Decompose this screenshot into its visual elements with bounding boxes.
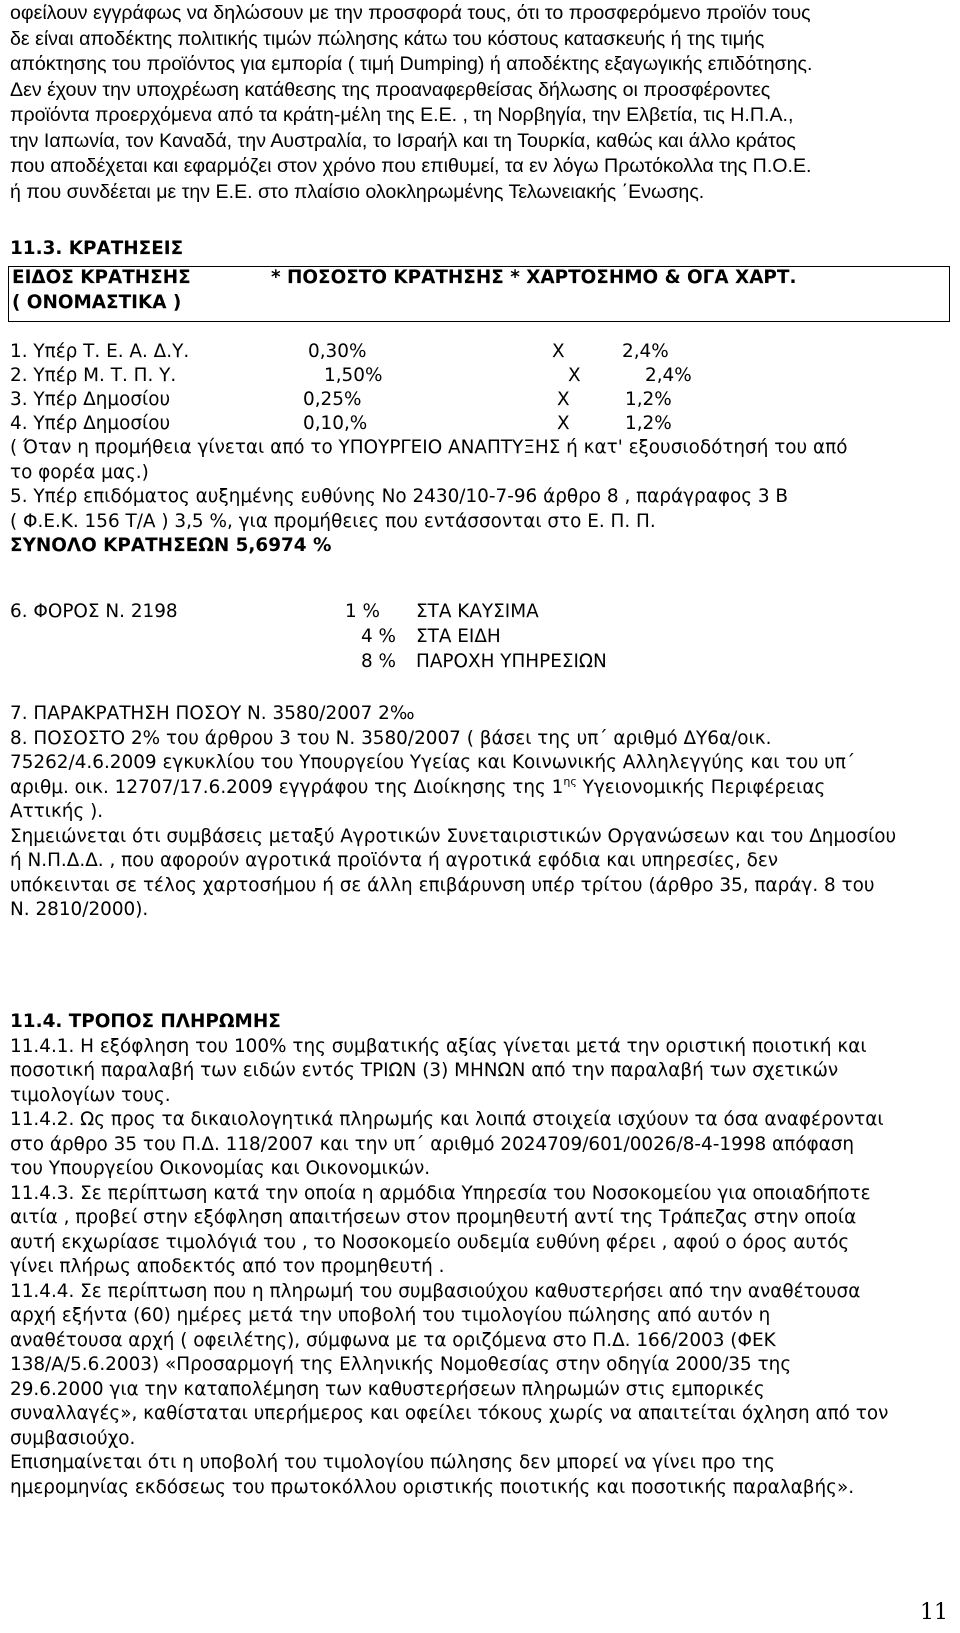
payment-line: συναλλαγές», καθίσταται υπερήμερος και οφείλει τόκους χωρίς να απαιτείται όχληση από τον	[10, 1403, 889, 1424]
deductions-header-box	[8, 266, 950, 322]
intro-line: την Ιαπωνία, τον Καναδά, την Αυστραλία, το Ισραήλ και τη Τουρκία, καθώς και άλλο κράτος	[10, 129, 796, 152]
payment-line: 11.4.3. Σε περίπτωση κατά την οποία η αρμόδια Υπηρεσία του Νοσοκομείου για οποιαδήποτε	[10, 1182, 871, 1204]
page-number: 11	[920, 1599, 948, 1625]
payment-line: 29.6.2000 για την καταπολέμηση των καθυστερήσεων πληρωμών στις εμπορικές	[10, 1378, 765, 1400]
intro-line: δε είναι αποδέκτης πολιτικής τιμών πώλησης κάτω του κόστους κατασκευής ή της τιμής	[10, 27, 765, 50]
intro-line: προϊόντα προερχόμενα από τα κράτη-μέλη της Ε.Ε. , τη Νορβηγία, την Ελβετία, τις Η.Π.Α.,	[10, 104, 794, 126]
payment-line: γίνει πλήρως αποδεκτός από τον προμηθευτή .	[10, 1256, 445, 1277]
section-heading-kratiseis: 11.3. ΚΡΑΤΗΣΕΙΣ	[10, 238, 184, 259]
payment-line: 11.4.4. Σε περίπτωση που η πληρωμή του συμβασιούχου καθυστερήσει από την αναθέτουσα	[10, 1280, 861, 1302]
deduction-rate: 0,30%	[308, 341, 367, 362]
tax-pct: 4 %	[361, 626, 397, 647]
notice-line: Ν. 2810/2000).	[10, 899, 149, 920]
item-8-text: αριθμ. οικ. 12707/17.6.2009 εγγράφου της Διοίκησης της 1	[10, 776, 564, 798]
intro-line: Δεν έχουν την υποχρέωση κατάθεσης της προαναφερθείσας δήλωσης οι προσφέροντες	[10, 78, 771, 101]
tax-pct: 1 %	[345, 601, 381, 622]
item-8-text: Υγειονομικής Περιφέρειας	[576, 776, 826, 798]
notice-line: υπόκεινται σε τέλος χαρτοσήμου ή σε άλλη επιβάρυνση υπέρ τρίτου (άρθρο 35, παράγ. 8 του	[10, 874, 875, 896]
deduction-x: Χ	[568, 365, 581, 386]
deduction-rate: 1,50%	[324, 365, 383, 386]
item-7: 7. ΠΑΡΑΚΡΑΤΗΣΗ ΠΟΣΟΥ Ν. 3580/2007 2‰	[10, 703, 415, 724]
item-5: 5. Υπέρ επιδόματος αυξημένης ευθύνης Νο 2430/10-7-96 άρθρο 8 , παράγραφος 3 Β	[10, 486, 789, 507]
deduction-name: 2. Υπέρ Μ. Τ. Π. Υ.	[10, 365, 177, 386]
payment-line: αρχή εξήντα (60) ημέρες μετά την υποβολή του τιμολογίου πώλησης από αυτόν η	[10, 1305, 771, 1326]
payment-line: στο άρθρο 35 του Π.Δ. 118/2007 και την υπ΄ αριθμό 2024709/601/0026/8-4-1998 απόφαση	[10, 1133, 855, 1155]
deduction-stamp: 2,4%	[645, 365, 692, 386]
items-7-8	[10, 702, 896, 923]
payment-line: αναθέτουσα αρχή ( οφειλέτης), σύμφωνα με τα οριζόμενα στο Π.Δ. 166/2003 (ΦΕΚ	[10, 1329, 776, 1351]
payment-line: 138/Α/5.6.2003) «Προσαρμογή της Ελληνικής Νομοθεσίας στην οδηγία 2000/35 της	[10, 1354, 792, 1375]
deduction-x: Χ	[557, 389, 570, 410]
tax-label: 6. ΦΟΡΟΣ Ν. 2198	[10, 601, 178, 622]
notice-line: ή Ν.Π.Δ.Δ. , που αφορούν αγροτικά προϊόντα ή αγροτικά εφόδια και υπηρεσίες, δεν	[10, 850, 779, 871]
ministry-note: ( Όταν η προμήθεια γίνεται από το ΥΠΟΥΡΓΕΙΟ ΑΝΑΠΤΥΞΗΣ ή κατ' εξουσιοδότησή του από	[10, 437, 848, 458]
payment-line: τιμολογίων τους.	[10, 1084, 171, 1106]
box-column-rate: * ΠΟΣΟΣΤΟ ΚΡΑΤΗΣΗΣ * ΧΑΡΤΟΣΗΜΟ & ΟΓΑ ΧΑΡΤ.	[271, 267, 797, 288]
box-column-type-note: ( ΟΝΟΜΑΣΤΙΚΑ )	[12, 292, 182, 313]
notice-line: Σημειώνεται ότι συμβάσεις μεταξύ Αγροτικών Συνεταιριστικών Οργανώσεων και του Δημοσίου	[10, 825, 897, 847]
deduction-stamp: 1,2%	[625, 389, 672, 410]
payment-line: αυτή εκχωρίασε τιμολόγιά του , το Νοσοκομείο ουδεμία ευθύνη φέρει , αφού ο όρος αυτός	[10, 1231, 850, 1253]
payment-line: ποσοτική παραλαβή των ειδών εντός ΤΡΙΩΝ (3) ΜΗΝΩΝ από την παραλαβή των σχετικών	[10, 1060, 839, 1081]
deductions-notes	[10, 436, 847, 559]
section-heading-payment: 11.4. ΤΡΟΠΟΣ ΠΛΗΡΩΜΗΣ	[10, 1011, 281, 1032]
intro-line: οφείλουν εγγράφως να δηλώσουν με την προσφορά τους, ότι το προσφερόμενο προϊόν τους	[10, 2, 811, 24]
intro-line: που αποδέχεται και εφαρμόζει στον χρόνο που επιθυμεί, τα εν λόγω Πρωτόκολλα της Π.Ο.Ε.	[10, 155, 812, 177]
tax-desc: ΣΤΑ ΕΙΔΗ	[416, 626, 501, 647]
deduction-name: 4. Υπέρ Δημοσίου	[10, 413, 171, 434]
box-column-type: ΕΙΔΟΣ ΚΡΑΤΗΣΗΣ	[12, 267, 191, 288]
payment-line: Επισημαίνεται ότι η υποβολή του τιμολογίου πώλησης δεν μπορεί να γίνει προ της	[10, 1452, 775, 1473]
deduction-stamp: 2,4%	[622, 341, 669, 362]
item-8: 75262/4.6.2009 εγκυκλίου του Υπουργείου Υγείας και Κοινωνικής Αλληλεγγύης και του υπ΄	[10, 752, 856, 773]
intro-line: απόκτησης του προϊόντος για εμπορία ( τιμή Dumping) ή αποδέκτης εξαγωγικής επιδότησης.	[10, 53, 813, 75]
deduction-name: 1. Υπέρ Τ. Ε. Α. Δ.Υ.	[10, 341, 190, 362]
ordinal-suffix: ης	[563, 774, 577, 788]
intro-line: ή που συνδέεται με την Ε.Ε. στο πλαίσιο ολοκληρωμένης Τελωνειακής ΄Ενωσης.	[10, 180, 705, 203]
item-5: ( Φ.Ε.Κ. 156 Τ/Α ) 3,5 %, για προμήθειες που εντάσσονται στο Ε. Π. Π.	[10, 510, 656, 532]
deduction-x: Χ	[557, 413, 570, 434]
payment-line: αιτία , προβεί στην εξόφληση απαιτήσεων στον προμηθευτή αντί της Τράπεζας στην οποία	[10, 1207, 857, 1228]
total-deductions: ΣΥΝΟΛΟ ΚΡΑΤΗΣΕΩΝ 5,6974 %	[10, 535, 332, 556]
tax-desc: ΣΤΑ ΚΑΥΣΙΜΑ	[416, 601, 539, 622]
deduction-stamp: 1,2%	[625, 413, 672, 434]
ministry-note: το φορέα μας.)	[10, 461, 149, 483]
tax-desc: ΠΑΡΟΧΗ ΥΠΗΡΕΣΙΩΝ	[416, 651, 607, 672]
intro-paragraph	[10, 1, 955, 205]
deduction-name: 3. Υπέρ Δημοσίου	[10, 389, 171, 410]
payment-line: 11.4.2. Ως προς τα δικαιολογητικά πληρωμής και λοιπά στοιχεία ισχύουν τα όσα αναφέρονται	[10, 1109, 884, 1130]
item-8	[10, 776, 896, 801]
item-8: Αττικής ).	[10, 801, 104, 822]
section-payment	[10, 1010, 888, 1500]
payment-line: ημερομηνίας εκδόσεως του πρωτοκόλλου οριστικής ποιοτικής και ποσοτικής παραλαβής».	[10, 1476, 855, 1498]
payment-line: 11.4.1. Η εξόφληση του 100% της συμβατικής αξίας γίνεται μετά την οριστική ποιοτική και	[10, 1035, 867, 1057]
deduction-rate: 0,10,%	[303, 413, 368, 434]
item-8: 8. ΠΟΣΟΣΤΟ 2% του άρθρου 3 του Ν. 3580/2007 ( βάσει της υπ΄ αριθμό ΔΥ6α/οικ.	[10, 727, 772, 749]
deduction-x: Χ	[552, 341, 565, 362]
payment-line: συμβασιούχο.	[10, 1427, 136, 1449]
tax-pct: 8 %	[361, 651, 397, 672]
payment-line: του Υπουργείου Οικονομίας και Οικονομικών.	[10, 1158, 431, 1179]
deduction-rate: 0,25%	[303, 389, 362, 410]
